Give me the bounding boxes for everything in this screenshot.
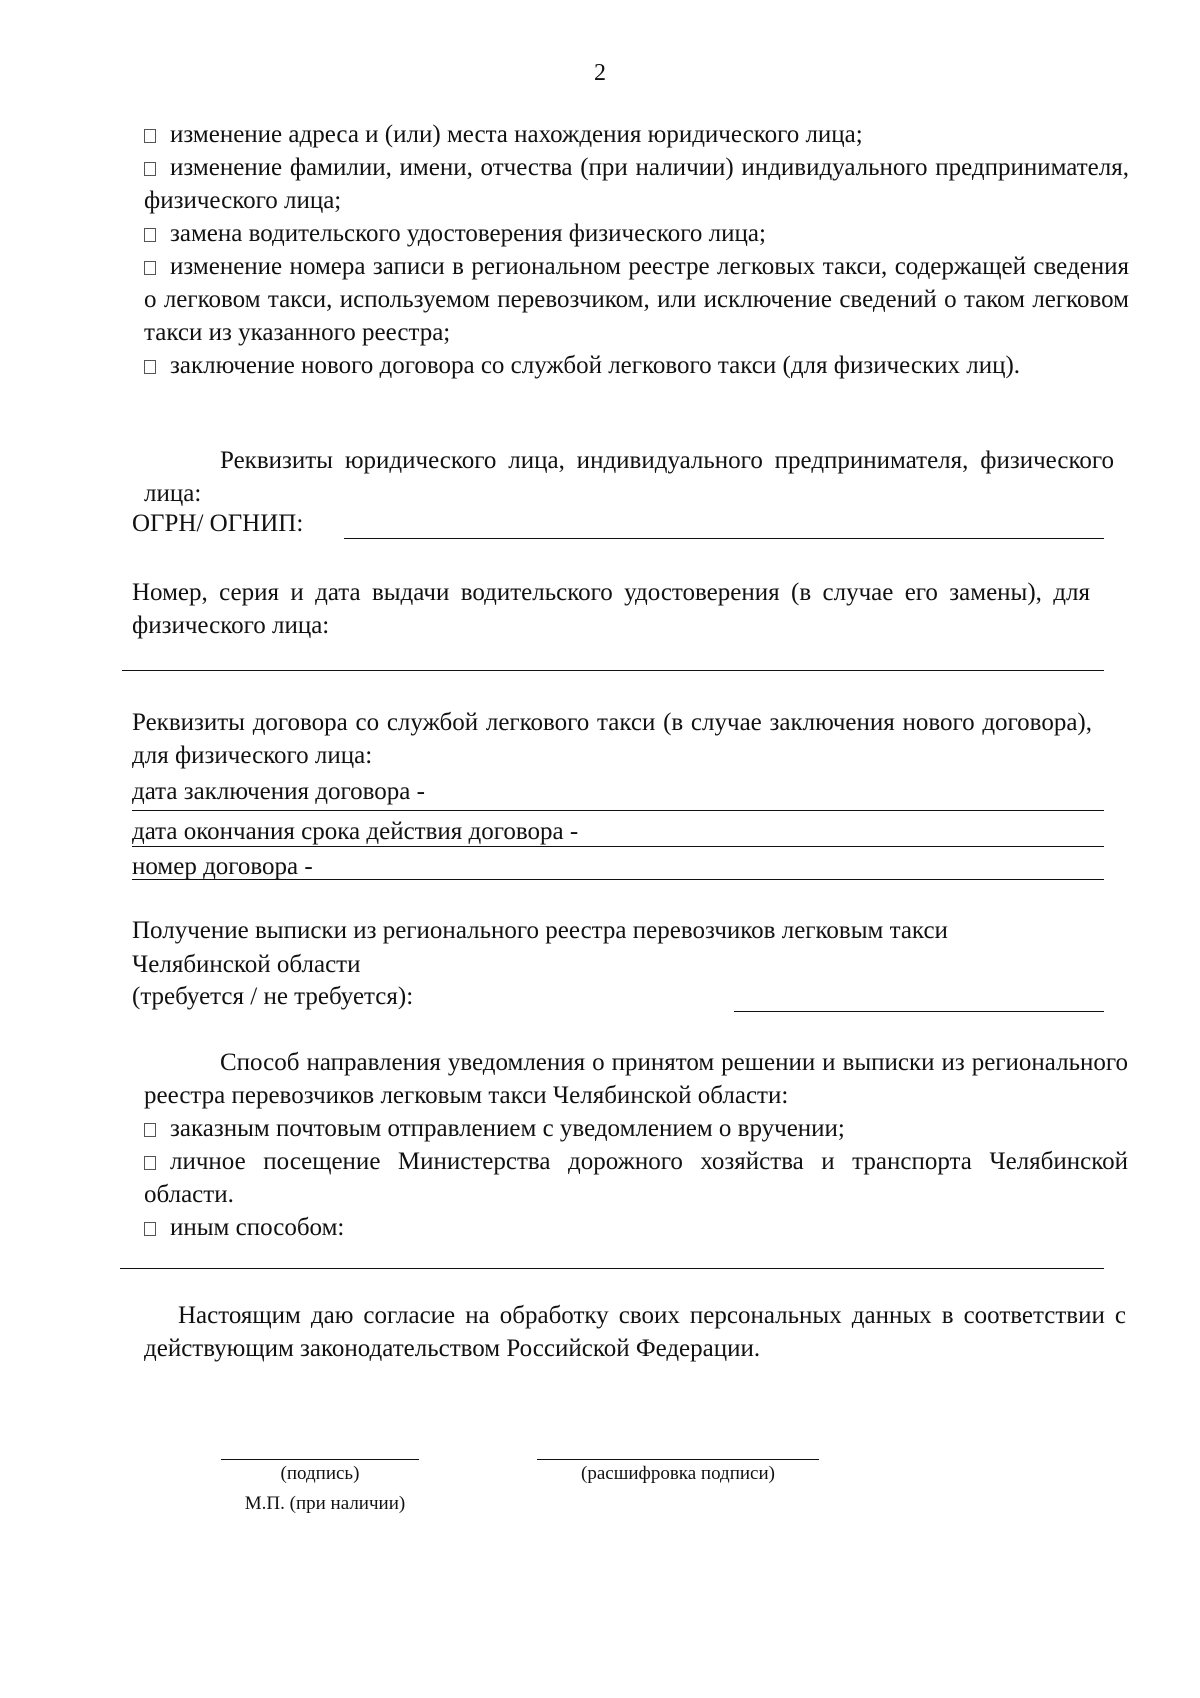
checkbox-icon[interactable] [144,129,156,143]
extract-line-1: Получение выписки из регионального реестра перевозчиков легковым такси [132,917,948,944]
notification-option: иным способом: [144,1211,1128,1244]
signature-decode-label: (расшифровка подписи) [581,1463,775,1484]
signature-label: (подпись) [280,1463,360,1484]
extract-line-2: Челябинской области [132,951,361,978]
ogrn-label: ОГРН/ ОГНИП: [132,510,304,537]
contract-number-line[interactable] [132,879,1104,880]
ogrn-field-line[interactable] [344,538,1104,539]
checklist-top [144,118,1129,382]
checkbox-icon[interactable] [144,228,156,242]
notification-heading: Способ направления уведомления о принятом решении и выписки из регионального реестра перевозчиков легковым такси Челябинской области: [144,1049,1128,1109]
checkbox-icon[interactable] [144,360,156,374]
consent-text: Настоящим даю согласие на обработку своих персональных данных в соответствии с действующим законодательством Российской Федерации. [144,1302,1126,1362]
checklist-item: замена водительского удостоверения физического лица; [144,217,1129,250]
checkbox-icon[interactable] [144,162,156,176]
checklist-item: изменение фамилии, имени, отчества (при наличии) индивидуального предпринимателя, физического лица; [144,154,1129,214]
requisites-heading: Реквизиты юридического лица, индивидуального предпринимателя, физического лица: [144,447,1114,507]
checkbox-icon[interactable] [144,1156,156,1170]
signature-decode-line[interactable] [537,1459,819,1460]
extract-line-3: (требуется / не требуется): [132,983,414,1010]
checkbox-icon[interactable] [144,1222,156,1236]
contract-heading: Реквизиты договора со службой легкового такси (в случае заключения нового договора), для физического лица: [132,709,1092,769]
license-text: Номер, серия и дата выдачи водительского удостоверения (в случае его замены), для физического лица: [132,579,1090,639]
contract-date-end: дата окончания срока действия договора - [132,818,579,845]
extract-field-line[interactable] [734,1011,1104,1012]
notification-option: личное посещение Министерства дорожного хозяйства и транспорта Челябинской области. [144,1148,1128,1208]
page-number: 2 [594,60,606,86]
license-field-line[interactable] [122,670,1104,671]
checklist-item: изменение адреса и (или) места нахождения юридического лица; [144,118,1129,151]
checklist-item: изменение номера записи в региональном реестре легковых такси, содержащей сведения о легковом такси, используемом перевозчиком, или исключение сведений о таком легковом такси из указанного реестра; [144,253,1129,346]
notification-options [144,1112,1128,1244]
notification-option: заказным почтовым отправлением с уведомлением о вручении; [144,1112,1128,1145]
checkbox-icon[interactable] [144,1123,156,1137]
checklist-item: заключение нового договора со службой легкового такси (для физических лиц). [144,349,1129,382]
contract-date-signed-line[interactable] [132,810,1104,811]
contract-date-end-line[interactable] [132,846,1104,847]
contract-number: номер договора - [132,853,313,880]
other-method-line[interactable] [120,1268,1104,1269]
checkbox-icon[interactable] [144,261,156,275]
stamp-label: М.П. (при наличии) [244,1493,406,1514]
signature-line[interactable] [221,1459,419,1460]
contract-date-signed: дата заключения договора - [132,778,425,805]
